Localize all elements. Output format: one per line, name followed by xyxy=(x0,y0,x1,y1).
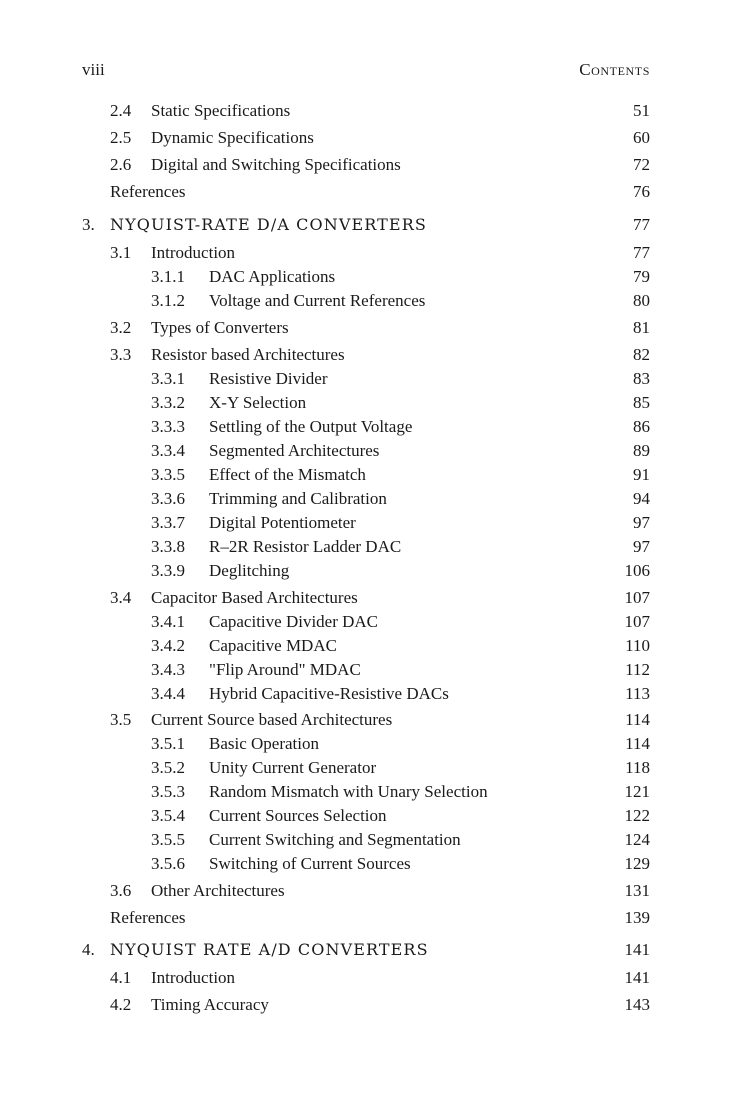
toc-chapter-entry xyxy=(0,939,732,961)
entry-number: 3.4 xyxy=(110,588,132,607)
entry-page-number: 106 xyxy=(624,561,650,580)
entry-number: 3.3.5 xyxy=(151,465,185,484)
entry-title: Effect of the Mismatch xyxy=(209,465,366,484)
entry-number: 3.4.2 xyxy=(151,636,185,655)
entry-number: 3.5.6 xyxy=(151,854,185,873)
entry-page-number: 141 xyxy=(624,968,650,987)
entry-number: 3.3.6 xyxy=(151,489,185,508)
toc-section-entry xyxy=(0,967,732,989)
entry-title: R–2R Resistor Ladder DAC xyxy=(209,537,402,556)
entry-page-number: 77 xyxy=(633,243,650,262)
entry-page-number: 94 xyxy=(633,489,650,508)
entry-number: 3.1 xyxy=(110,243,132,262)
entry-page-number: 114 xyxy=(625,710,650,729)
entry-page-number: 121 xyxy=(624,782,650,801)
entry-title: Segmented Architectures xyxy=(209,441,380,460)
entry-page-number: 122 xyxy=(624,806,650,825)
entry-title: Current Switching and Segmentation xyxy=(209,830,461,849)
entry-number: 3.2 xyxy=(110,318,132,337)
entry-number: 3.3.9 xyxy=(151,561,185,580)
entry-title: Resistor based Architectures xyxy=(151,345,345,364)
entry-page-number: 85 xyxy=(633,393,650,412)
entry-number: 2.4 xyxy=(110,101,132,120)
toc-subsection-entry xyxy=(0,853,732,875)
toc-subsection-entry xyxy=(0,488,732,510)
entry-number: 3.5.5 xyxy=(151,830,185,849)
entry-title: References xyxy=(110,908,186,927)
toc-subsection-entry xyxy=(0,781,732,803)
entry-page-number: 139 xyxy=(624,908,650,927)
toc-subsection-entry xyxy=(0,440,732,462)
entry-number: 2.5 xyxy=(110,128,132,147)
entry-page-number: 97 xyxy=(633,537,650,556)
entry-title: Deglitching xyxy=(209,561,290,580)
toc-subsection-entry xyxy=(0,536,732,558)
entry-title: Current Sources Selection xyxy=(209,806,387,825)
entry-title: Voltage and Current References xyxy=(209,291,426,310)
entry-page-number: 51 xyxy=(633,101,650,120)
entry-number: 3.3 xyxy=(110,345,132,364)
entry-title: Digital and Switching Specifications xyxy=(151,155,401,174)
toc-subsection-entry xyxy=(0,290,732,312)
toc-section-entry xyxy=(0,181,732,203)
toc-section-entry xyxy=(0,709,732,731)
toc-subsection-entry xyxy=(0,683,732,705)
toc-section-entry xyxy=(0,127,732,149)
entry-number: 3.3.7 xyxy=(151,513,185,532)
toc-section-entry xyxy=(0,907,732,929)
entry-number: 3.5.3 xyxy=(151,782,185,801)
entry-page-number: 97 xyxy=(633,513,650,532)
entry-title: Timing Accuracy xyxy=(151,995,269,1014)
entry-title: Random Mismatch with Unary Selection xyxy=(209,782,488,801)
toc-subsection-entry xyxy=(0,368,732,390)
entry-number: 4. xyxy=(82,940,95,959)
entry-number: 3.5.2 xyxy=(151,758,185,777)
toc-section-entry xyxy=(0,880,732,902)
entry-page-number: 129 xyxy=(624,854,650,873)
entry-title: Trimming and Calibration xyxy=(209,489,387,508)
entry-title: Resistive Divider xyxy=(209,369,328,388)
entry-page-number: 72 xyxy=(633,155,650,174)
entry-number: 3.3.1 xyxy=(151,369,185,388)
entry-page-number: 81 xyxy=(633,318,650,337)
entry-number: 4.2 xyxy=(110,995,132,1014)
toc-section-entry xyxy=(0,587,732,609)
toc-subsection-entry xyxy=(0,635,732,657)
entry-page-number: 80 xyxy=(633,291,650,310)
entry-number: 3.3.3 xyxy=(151,417,185,436)
entry-title: Capacitor Based Architectures xyxy=(151,588,358,607)
entry-page-number: 107 xyxy=(624,588,650,607)
entry-title: Types of Converters xyxy=(151,318,289,337)
entry-title: Capacitive MDAC xyxy=(209,636,337,655)
entry-number: 2.6 xyxy=(110,155,132,174)
toc-subsection-entry xyxy=(0,733,732,755)
toc-section-entry xyxy=(0,317,732,339)
entry-title: Static Specifications xyxy=(151,101,291,120)
toc-subsection-entry xyxy=(0,392,732,414)
entry-number: 3.4.1 xyxy=(151,612,185,631)
toc-subsection-entry xyxy=(0,416,732,438)
entry-title: Digital Potentiometer xyxy=(209,513,356,532)
entry-page-number: 112 xyxy=(625,660,650,679)
toc-subsection-entry xyxy=(0,464,732,486)
entry-title: Unity Current Generator xyxy=(209,758,377,777)
toc-section-entry xyxy=(0,242,732,264)
entry-title: Basic Operation xyxy=(209,734,319,753)
entry-title: Introduction xyxy=(151,968,236,987)
toc-section-entry xyxy=(0,154,732,176)
toc-subsection-entry xyxy=(0,266,732,288)
entry-page-number: 60 xyxy=(633,128,650,147)
toc-section-entry xyxy=(0,344,732,366)
entry-number: 3. xyxy=(82,215,95,234)
entry-title: Other Architectures xyxy=(151,881,285,900)
entry-page-number: 107 xyxy=(624,612,650,631)
entry-page-number: 141 xyxy=(624,940,650,959)
toc-subsection-entry xyxy=(0,805,732,827)
toc-subsection-entry xyxy=(0,560,732,582)
entry-number: 3.3.8 xyxy=(151,537,185,556)
toc-subsection-entry xyxy=(0,611,732,633)
entry-number: 3.1.2 xyxy=(151,291,185,310)
entry-page-number: 83 xyxy=(633,369,650,388)
entry-page-number: 143 xyxy=(624,995,650,1014)
page-number: viii xyxy=(82,60,105,79)
entry-number: 3.3.4 xyxy=(151,441,185,460)
entry-title: Current Source based Architectures xyxy=(151,710,393,729)
entry-number: 3.6 xyxy=(110,881,132,900)
entry-title: X-Y Selection xyxy=(209,393,307,412)
entry-title: Dynamic Specifications xyxy=(151,128,314,147)
entry-title: DAC Applications xyxy=(209,267,336,286)
entry-number: 3.1.1 xyxy=(151,267,185,286)
entry-number: 3.5.4 xyxy=(151,806,185,825)
entry-page-number: 79 xyxy=(633,267,650,286)
entry-page-number: 131 xyxy=(624,881,650,900)
entry-page-number: 118 xyxy=(625,758,650,777)
entry-number: 3.4.4 xyxy=(151,684,185,703)
entry-number: 3.5 xyxy=(110,710,132,729)
entry-number: 4.1 xyxy=(110,968,132,987)
entry-page-number: 91 xyxy=(633,465,650,484)
entry-title: Introduction xyxy=(151,243,236,262)
entry-page-number: 82 xyxy=(633,345,650,364)
entry-page-number: 89 xyxy=(633,441,650,460)
entry-title: "Flip Around" MDAC xyxy=(209,660,361,679)
entry-page-number: 114 xyxy=(625,734,650,753)
toc-section-entry xyxy=(0,994,732,1016)
entry-page-number: 124 xyxy=(624,830,650,849)
toc-subsection-entry xyxy=(0,512,732,534)
entry-title: References xyxy=(110,182,186,201)
toc-subsection-entry xyxy=(0,829,732,851)
entry-number: 3.3.2 xyxy=(151,393,185,412)
entry-title: NYQUIST-RATE D/A CONVERTERS xyxy=(110,215,427,234)
entry-title: Settling of the Output Voltage xyxy=(209,417,413,436)
entry-title: Capacitive Divider DAC xyxy=(209,612,379,631)
toc-section-entry xyxy=(0,100,732,122)
entry-number: 3.5.1 xyxy=(151,734,185,753)
entry-page-number: 76 xyxy=(633,182,650,201)
entry-page-number: 113 xyxy=(625,684,650,703)
toc-subsection-entry xyxy=(0,757,732,779)
entry-page-number: 86 xyxy=(633,417,650,436)
entry-number: 3.4.3 xyxy=(151,660,185,679)
entry-title: Switching of Current Sources xyxy=(209,854,411,873)
entry-page-number: 110 xyxy=(625,636,650,655)
entry-title: NYQUIST RATE A/D CONVERTERS xyxy=(110,940,429,959)
toc-subsection-entry xyxy=(0,659,732,681)
toc-chapter-entry xyxy=(0,214,732,236)
entry-title: Hybrid Capacitive-Resistive DACs xyxy=(209,684,449,703)
entry-page-number: 77 xyxy=(633,215,650,234)
running-title: Contents xyxy=(579,60,650,79)
